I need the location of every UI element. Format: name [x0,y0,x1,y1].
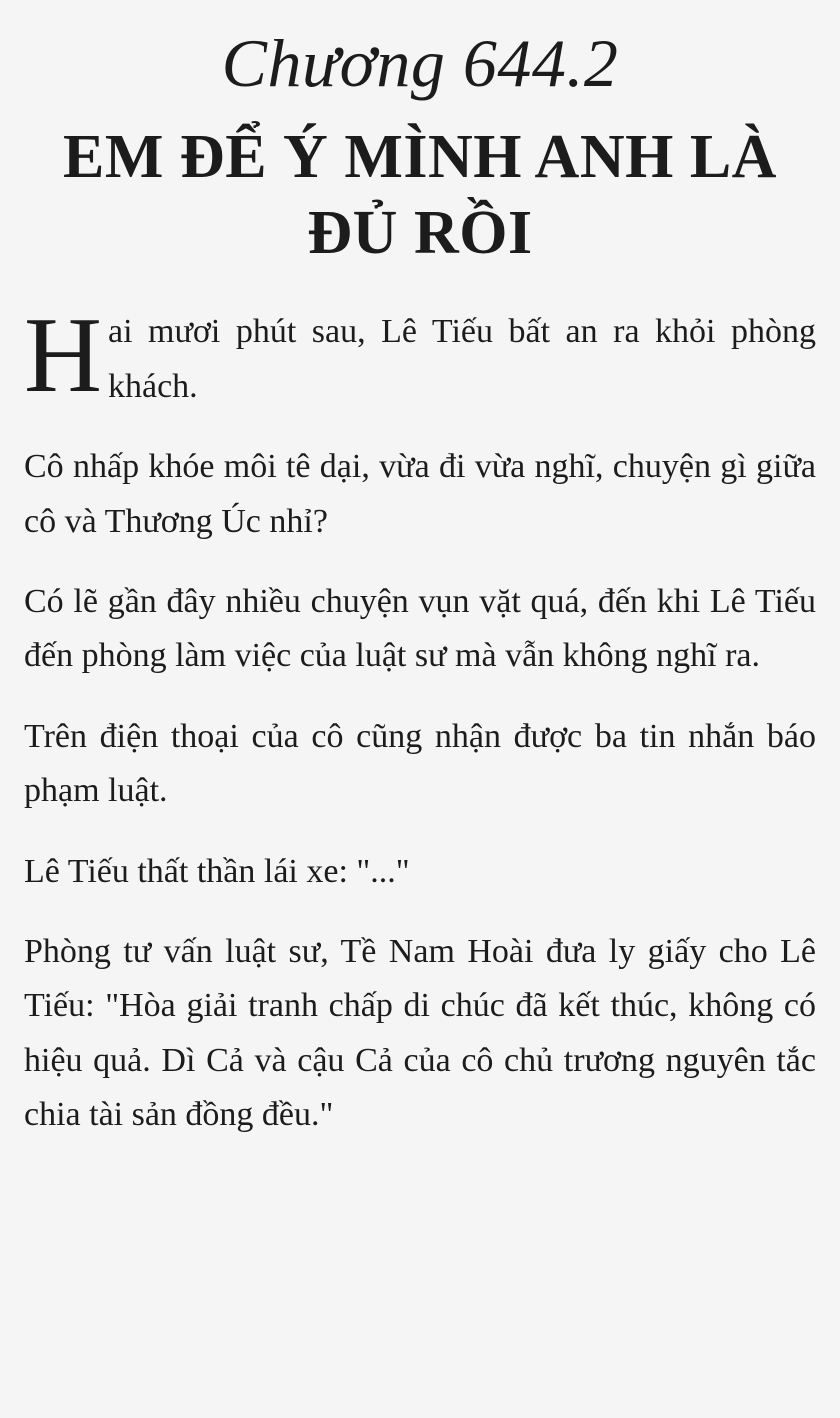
paragraph-text: ai mươi phút sau, Lê Tiếu bất an ra khỏi phòng khách. [108,313,816,405]
paragraph [24,296,816,416]
paragraph: Cô nhấp khóe môi tê dại, vừa đi vừa nghĩ, chuyện gì giữa cô và Thương Úc nhỉ? [24,448,816,540]
drop-cap: H [24,296,102,416]
chapter-body [24,296,816,1142]
paragraph: Lê Tiếu thất thần lái xe: "..." [24,852,410,890]
paragraph: Có lẽ gần đây nhiều chuyện vụn vặt quá, đến khi Lê Tiếu đến phòng làm việc của luật sư mà vẫn không nghĩ ra. [24,583,816,675]
chapter-number: Chương 644.2 [221,25,619,101]
chapter-title: EM ĐỂ Ý MÌNH ANH LÀ ĐỦ RỒI [63,123,777,267]
paragraph: Trên điện thoại của cô cũng nhận được ba tin nhắn báo phạm luật. [24,717,816,810]
paragraph: Phòng tư vấn luật sư, Tề Nam Hoài đưa ly giấy cho Lê Tiếu: "Hòa giải tranh chấp di chúc đã kết thúc, không có hiệu quả. Dì Cả và cậu Cả của cô chủ trương nguyên tắc chia tài sản đồng đều." [24,932,816,1134]
